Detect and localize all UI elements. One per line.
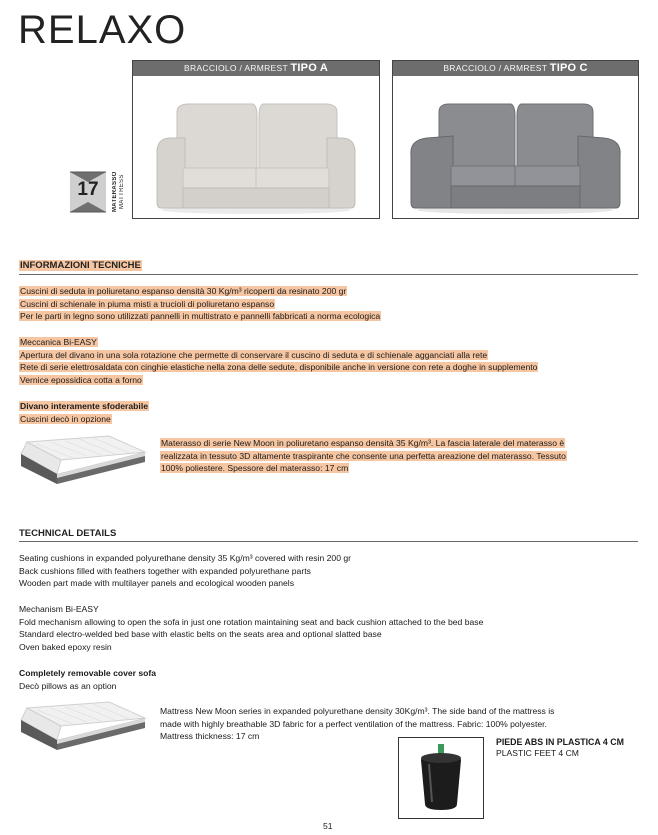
armrest-type: TIPO A (290, 62, 328, 74)
sofa-image-light (133, 76, 379, 217)
english-specs-group (19, 552, 351, 590)
plastic-feet-title: PIEDE ABS IN PLASTICA 4 CM (496, 737, 624, 747)
armrest-type: TIPO C (549, 62, 588, 74)
mattress-thickness-badge (66, 168, 128, 218)
sofa-card-header (393, 61, 638, 76)
armrest-label: BRACCIOLO / ARMREST (443, 63, 548, 73)
mattress-image (17, 434, 151, 488)
italian-mattress-desc: Materasso di serie New Moon in poliuretano espanso densità 35 Kg/m³. La fascia laterale del materasso è realizzata in tessuto 3D altamente traspirante che consente una perfetta areazione del materasso. Tessuto 100% poliestere. Spessore del materasso: 17 cm (161, 438, 566, 474)
spec-line: Wooden part made with multilayer panels and ecological wooden panels (19, 578, 295, 589)
plastic-feet-subtitle: PLASTIC FEET 4 CM (496, 748, 579, 758)
english-removable-group (19, 667, 156, 692)
spec-line: Seating cushions in expanded polyurethane density 35 Kg/m³ covered with resin 200 gr (19, 553, 352, 563)
section-divider (19, 274, 638, 275)
spec-line: Standard electro-welded bed base with elastic belts on the seats area and optional slatted base (19, 629, 382, 640)
spec-line: Back cushions filled with feathers together with expanded polyurethane parts (19, 565, 311, 576)
spec-line: Cuscini di seduta in poliuretano espanso densità 30 Kg/m³ ricoperti da resinato 200 gr (20, 286, 347, 296)
mattress-label-it: MATERASSO (112, 171, 118, 213)
mattress-image (17, 700, 151, 754)
spec-line: Rete di serie elettrosaldata con cinghie elastiche nella zona delle sedute, disponibile anche in versione con rete a doghe in supplemento (20, 362, 538, 373)
english-mechanism-group (19, 603, 483, 653)
spec-line: Cuscini di schienale in piuma misti a trucioli di poliuretano espanso (20, 298, 275, 309)
english-mattress-desc: Mattress New Moon series in expanded polyurethane density 30Kg/m³. The side band of the mattress is made with highly breathable 3D fabric for a perfect ventilation of the mattress. Fabric: 100% polyester. Mattress thickness: 17 cm (160, 706, 555, 742)
sofa-card-tipo-a (132, 60, 380, 219)
italian-mechanism-group (19, 336, 538, 386)
mattress-label-en: MATTRESS (119, 174, 125, 210)
italian-specs-group (19, 285, 381, 323)
mechanism-title: Mechanism Bi-EASY (19, 604, 99, 614)
spec-line: Fold mechanism allowing to open the sofa in just one rotation maintaining seat and back cushion attached to the bed base (19, 616, 484, 627)
removable-cover-title: Completely removable cover sofa (19, 668, 157, 678)
spec-line: Oven baked epoxy resin (19, 641, 112, 652)
plastic-foot-icon (399, 738, 483, 818)
spec-line: Per le parti in legno sono utilizzati pannelli in multistrato e pannelli fabbricati a norma ecologica (20, 311, 381, 322)
removable-cover-title: Divano interamente sfoderabile (20, 401, 148, 411)
section-heading-italian: INFORMAZIONI TECNICHE (20, 260, 141, 271)
section-divider (19, 541, 638, 542)
deco-pillows-note: Cuscini decò in opzione (20, 413, 111, 424)
mattress-number: 17 (77, 179, 99, 200)
page-number: 51 (323, 821, 333, 831)
spec-line: Vernice epossidica cotta a forno (20, 374, 142, 385)
armrest-label: BRACCIOLO / ARMREST (184, 63, 288, 73)
spec-line: Apertura del divano in una sola rotazione che permette di conservare il cuscino di seduta e di schienale agganciati alla rete (20, 349, 488, 360)
italian-removable-group (19, 400, 149, 425)
plastic-foot-image (398, 737, 484, 819)
deco-pillows-note: Decò pillows as an option (19, 680, 117, 691)
sofa-card-tipo-c (392, 60, 639, 219)
sofa-card-header (133, 61, 379, 76)
page-title: RELAXO (18, 8, 187, 52)
section-heading-english: TECHNICAL DETAILS (19, 528, 117, 539)
sofa-image-dark (393, 76, 638, 217)
mechanism-title: Meccanica Bi-EASY (20, 337, 97, 347)
